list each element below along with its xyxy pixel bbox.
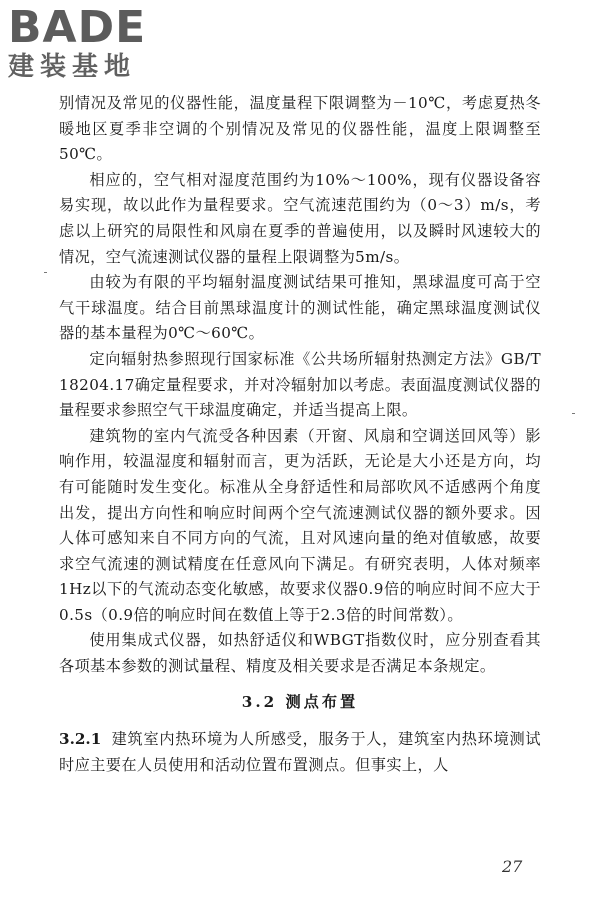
clause-number: 3.2.1 xyxy=(59,730,102,749)
section-heading: 3.2 测点布置 xyxy=(241,692,359,711)
clause-text: 建筑室内热环境为人所感受，服务于人，建筑室内热环境测试时应主要在人员使用和活动位置布置测点。但事实上，人 xyxy=(59,730,541,774)
logo-subtitle: 建装基地 xyxy=(8,52,137,82)
logo xyxy=(8,2,178,82)
paragraph-globe-temperature: 由较为有限的平均辐射温度测试结果可推知，黑球温度可高于空气干球温度。结合目前黑球温度计的测试性能，确定黑球温度测试仪器的基本量程为0℃～60℃。 xyxy=(59,273,541,343)
page-body xyxy=(59,91,541,778)
paragraph-directional-radiation: 定向辐射热参照现行国家标准《公共场所辐射热测定方法》GB/T 18204.17确定量程要求，并对冷辐射加以考虑。表面温度测试仪器的量程要求参照空气干球温度确定，并适当提高上限。 xyxy=(59,349,541,420)
paragraph-humidity-airspeed: 相应的，空气相对湿度范围约为10%～100%，现有仪器设备容易实现，故以此作为量程要求。空气流速范围约为（0～3）m/s，考虑以上研究的局限性和风扇在夏季的普遍使用，以及瞬时风速较大的情况，空气流速测试仪器的量程上限调整为5m/s。 xyxy=(59,170,541,266)
paragraph-indoor-airflow: 建筑物的室内气流受各种因素（开窗、风扇和空调送回风等）影响作用，较温湿度和辐射而言，更为活跃，无论是大小还是方向，均有可能随时发生变化。标准从全身舒适性和局部吹风不适感两个角度出发，提出方向性和响应时间两个空气流速测试仪器的额外要求。因人体可感知来自不同方向的气流，且对风速向量的绝对值敏感，故要求空气流速的测试精度在任意风向下满足。有研究表明，人体对频率1Hz以下的气流动态变化敏感，故要求仪器0.9倍的响应时间不应大于0.5s（0.9倍的响应时间在数值上等于2.3倍的时间常数）。 xyxy=(59,426,541,624)
clause-3-2-1 xyxy=(59,727,541,778)
logo-wordmark: BADE xyxy=(8,2,147,53)
scan-mark xyxy=(44,272,47,273)
page-number: 27 xyxy=(502,857,523,876)
scan-mark xyxy=(572,413,575,414)
paragraph-integrated-instruments: 使用集成式仪器，如热舒适仪和WBGT指数仪时，应分别查看其各项基本参数的测试量程、精度及相关要求是否满足本条规定。 xyxy=(59,631,541,676)
paragraph-continued: 别情况及常见的仪器性能，温度量程下限调整为－10℃，考虑夏热冬暖地区夏季非空调的个别情况及常见的仪器性能，温度上限调整至50℃。 xyxy=(59,94,541,164)
